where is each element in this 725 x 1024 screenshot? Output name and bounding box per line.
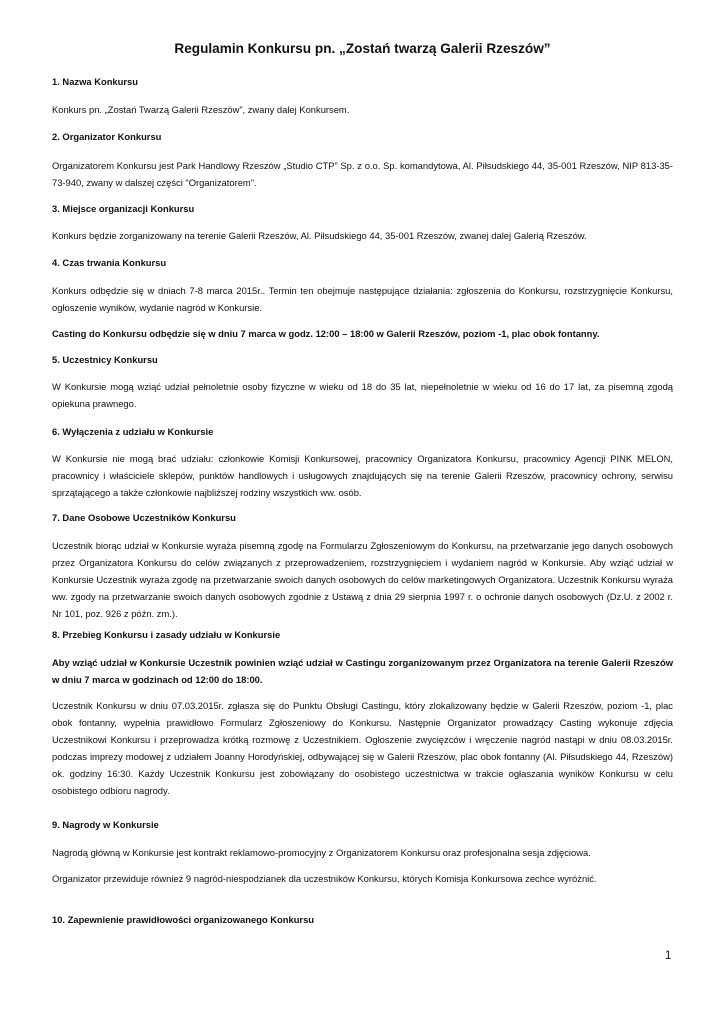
section-heading-10: 10. Zapewnienie prawidłowości organizowanego Konkursu <box>52 914 315 925</box>
section-heading-3: 3. Miejsce organizacji Konkursu <box>52 203 195 214</box>
section-heading-6: 6. Wyłączenia z udziału w Konkursie <box>52 426 214 437</box>
section-paragraph-9b: Organizator przewiduje również 9 nagród-niespodzianek dla uczestników Konkursu, których Komisja Konkursowa zechce wyróżnić. <box>52 873 597 884</box>
section-paragraph-4a: Konkurs odbędzie się w dniach 7-8 marca 2015r.. Termin ten obejmuje następujące działania: zgłoszenia do Konkursu, rozstrzygnięcie Konkursu, ogłoszenie wyników, wydanie nagród w Konkursie. <box>52 285 673 313</box>
section-heading-9: 9. Nagrody w Konkursie <box>52 819 159 830</box>
section-paragraph-1: Konkurs pn. „Zostań Twarzą Galerii Rzeszów”, zwany dalej Konkursem. <box>52 104 350 115</box>
page-number: 1 <box>665 950 672 962</box>
section-paragraph-8b: Uczestnik Konkursu w dniu 07.03.2015r. zgłasza się do Punktu Obsługi Castingu, który zlokalizowany będzie w Galerii Rzeszów, poziom -1, plac obok fontanny, wypełnia prawidłowo Formularz Zgłoszeniowy do Konkursu. Następnie Organizator prowadzący Casting wykonuje zdjęcia Uczestnikowi Konkursu i przeprowadza krótką rozmowę z Uczestnikiem. Ogłoszenie zwycięzców i wręczenie nagród nastąpi w dniu 08.03.2015r. podczas imprezy modowej z udziałem Joanny Horodyńskiej, odbywającej się w Galerii Rzeszów, plac obok fontanny (Al. Piłsudskiego 44, Rzeszów) ok. godziny 16:30. Każdy Uczestnik Konkursu jest zobowiązany do osobistego uczestnictwa w trakcie ogłaszania wyników Konkursu w celu osobistego odbioru nagrody. <box>52 700 673 796</box>
section-paragraph-3: Konkurs będzie zorganizowany na terenie Galerii Rzeszów, Al. Piłsudskiego 44, 35-001 Rzeszów, zwanej dalej Galerią Rzeszów. <box>52 230 587 241</box>
section-heading-8: 8. Przebieg Konkursu i zasady udziału w Konkursie <box>52 629 281 640</box>
section-paragraph-6: W Konkursie nie mogą brać udziału: członkowie Komisji Konkursowej, pracownicy Organizatora Konkursu, pracownicy Agencji PINK MELON, pracownicy i właściciele sklepów, punktów handlowych i usługowych znajdujących się na terenie Galerii Rzeszów, pracownicy ochrony, serwisu sprzątającego a także członkowie najbliższej rodziny wszystkich ww. osób. <box>52 453 673 498</box>
section-paragraph-9a: Nagrodą główną w Konkursie jest kontrakt reklamowo-promocyjny z Organizatorem Konkursu oraz profesjonalna sesja zdjęciowa. <box>52 847 591 858</box>
section-heading-1: 1. Nazwa Konkursu <box>52 76 138 87</box>
section-heading-2: 2. Organizator Konkursu <box>52 131 162 142</box>
section-paragraph-2: Organizatorem Konkursu jest Park Handlowy Rzeszów „Studio CTP” Sp. z o.o. Sp. komandytowa, Al. Piłsudskiego 44, 35-001 Rzeszów, NIP 813-35-73-940, zwany w dalszej części "Organizatorem". <box>52 160 673 188</box>
section-heading-4: 4. Czas trwania Konkursu <box>52 257 167 268</box>
section-paragraph-7: Uczestnik biorąc udział w Konkursie wyraża pisemną zgodę na Formularzu Zgłoszeniowym do Konkursu, na przetwarzanie jego danych osobowych przez Organizatora Konkursu do celów związanych z przeprowadzeniem, rozstrzygnięciem i wydaniem nagród w Konkursie. Aby wziąć udział w Konkursie Uczestnik wyraża zgodę na przetwarzanie swoich danych osobowych do celów marketingowych Organizatora. Uczestnik Konkursu wyraża ww. zgody na przetwarzanie swoich danych osobowych zgodnie z Ustawą z dnia 29 sierpnia 1997 r. o ochronie danych osobowych (Dz.U. z 2002 r. Nr 101, poz. 926 z późn. zm.). <box>52 540 673 619</box>
section-heading-5: 5. Uczestnicy Konkursu <box>52 354 158 365</box>
page-title: Regulamin Konkursu pn. „Zostań twarzą Galerii Rzeszów” <box>174 41 551 56</box>
section-paragraph-8a: Aby wziąć udział w Konkursie Uczestnik powinien wziąć udział w Castingu zorganizowanym przez Organizatora na terenie Galerii Rzeszów w dniu 7 marca w godzinach od 12:00 do 18:00. <box>52 657 673 685</box>
section-paragraph-4b: Casting do Konkursu odbędzie się w dniu 7 marca w godz. 12:00 – 18:00 w Galerii Rzeszów, poziom -1, plac obok fontanny. <box>52 328 600 339</box>
section-paragraph-5: W Konkursie mogą wziąć udział pełnoletnie osoby fizyczne w wieku od 18 do 35 lat, niepełnoletnie w wieku od 16 do 17 lat, za pisemną zgodą opiekuna prawnego. <box>52 381 673 409</box>
section-heading-7: 7. Dane Osobowe Uczestników Konkursu <box>52 512 236 523</box>
